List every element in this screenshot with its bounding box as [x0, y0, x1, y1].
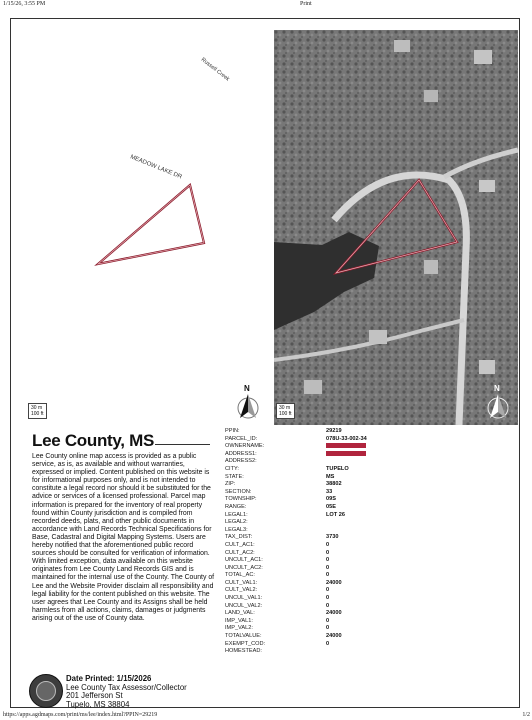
county-seal-icon [29, 674, 63, 708]
north-arrow-icon-right [486, 382, 510, 427]
parcel-attributes-table [222, 428, 502, 656]
attribute-value: LOT 26 [326, 511, 345, 518]
attribute-value: 0 [326, 595, 330, 602]
attribute-value: 0 [326, 602, 330, 609]
attribute-label: TAX_DIST: [225, 534, 253, 541]
creek-label: Russell Creek [199, 56, 231, 83]
attribute-label: CITY: [225, 465, 239, 472]
attribute-label: UNCULT_AC2: [225, 564, 263, 571]
page-url[interactable]: https://apps.agdmaps.com/print/ms/lee/index.html?PPIN=29219 [3, 712, 158, 718]
attribute-label: ADDRESS1: [225, 450, 257, 457]
attribute-value: 33 [326, 488, 333, 495]
redaction-mark [326, 451, 366, 456]
attribute-label: TOTALVALUE: [225, 633, 262, 640]
attribute-label: PARCEL_ID: [225, 435, 258, 442]
parcel-sketch-svg [25, 30, 270, 425]
print-header [0, 0, 532, 12]
scale-meters-right: 30 m [279, 405, 291, 411]
title-divider [155, 444, 210, 445]
attribute-row [222, 436, 502, 444]
attribute-row [222, 496, 502, 504]
attribute-label: ZIP: [225, 481, 236, 488]
scale-meters: 30 m [31, 405, 43, 411]
attribute-label: STATE: [225, 473, 244, 480]
attribute-row [222, 572, 502, 580]
attribute-value: 24000 [326, 633, 342, 640]
aerial-map[interactable] [274, 30, 518, 425]
page-number: 1/2 [522, 712, 530, 718]
attribute-row [222, 466, 502, 474]
office-name: Lee County Tax Assessor/Collector [66, 682, 187, 692]
print-title: Print [300, 1, 312, 7]
attribute-value: 0 [326, 541, 330, 548]
aerial-svg [274, 30, 518, 425]
attribute-row [222, 451, 502, 459]
county-title: Lee County, MS [32, 431, 155, 450]
attribute-row [222, 527, 502, 535]
attribute-row [222, 625, 502, 633]
attribute-label: SECTION: [225, 488, 252, 495]
attribute-label: IMP_VAL2: [225, 625, 253, 632]
attribute-label: TOTAL_AC: [225, 572, 255, 579]
attribute-value: 0 [326, 564, 330, 571]
attribute-row [222, 428, 502, 436]
scale-bar-left [28, 403, 47, 419]
north-label-right: N [494, 384, 500, 393]
attribute-value: 24000 [326, 610, 342, 617]
date-printed: Date Printed: 1/15/2026 [66, 674, 152, 683]
attribute-label: LEGAL3: [225, 526, 248, 533]
attribute-row [222, 512, 502, 520]
attribute-value: 0 [326, 557, 330, 564]
attribute-label: LEGAL1: [225, 511, 248, 518]
attribute-row [222, 504, 502, 512]
redaction-mark [326, 443, 366, 448]
attribute-row [222, 648, 502, 656]
attribute-value: 09S [326, 496, 336, 503]
attribute-label: UNCUL_VAL1: [225, 595, 263, 602]
attribute-label: LAND_VAL: [225, 610, 255, 617]
attribute-value: 0 [326, 549, 330, 556]
attribute-row [222, 443, 502, 451]
attribute-row [222, 519, 502, 527]
attribute-value: 0 [326, 572, 330, 579]
attribute-label: CULT_AC2: [225, 549, 255, 556]
attribute-row [222, 595, 502, 603]
office-city: Tupelo, MS 38804 [66, 699, 130, 709]
attribute-label: ADDRESS2: [225, 458, 257, 465]
print-timestamp: 1/15/26, 3:55 PM [3, 1, 46, 7]
parcel-sketch-map[interactable] [25, 30, 270, 425]
north-arrow-icon [236, 382, 260, 427]
attribute-row [222, 542, 502, 550]
attribute-row [222, 474, 502, 482]
attribute-label: RANGE: [225, 503, 247, 510]
attribute-label: UNCUL_VAL2: [225, 602, 263, 609]
attribute-value: 0 [326, 617, 330, 624]
attribute-value: 38802 [326, 481, 342, 488]
attribute-value: 078U-33-002-34 [326, 435, 367, 442]
attribute-label: EXEMPT_COD: [225, 640, 266, 647]
disclaimer-text: Lee County online map access is provided as a public service, as is, as available and without warranties, expressed or implied. Content published on this website is for informational purposes only, and is not intended to constitute a legal record nor should it be substituted for the advice or services of a licensed professional. Parcel map information is prepared for the inventory of real property found within County jurisdiction and is compiled from recorded deeds, plats, and other public documents in accordance with Land Records Technical Specifications for Base, Cadastral and Digital Mapping Systems. Users are hereby notified that the aforementioned public record sources should be consulted for verification of information. With limited exception, data available on this website originates from Lee County Land Records GIS and is maintained for the internal use of the County. The County of Lee and the Website Provider disclaim all responsibility and legal liability for the content published on this website. The user agrees that Lee County and its Assigns shall be held harmless from all actions, claims, damages or judgments arising out of the use of County data. [32, 453, 215, 622]
north-label: N [244, 384, 250, 393]
attribute-label: IMP_VAL1: [225, 617, 253, 624]
attribute-label: CULT_AC1: [225, 541, 255, 548]
attribute-row [222, 603, 502, 611]
attribute-value [326, 443, 366, 451]
attribute-value [326, 451, 366, 459]
print-footer [0, 711, 532, 720]
attribute-value: 0 [326, 587, 330, 594]
attribute-value: 0 [326, 625, 330, 632]
attribute-label: TOWNSHIP: [225, 496, 257, 503]
attribute-row [222, 580, 502, 588]
attribute-value: 0 [326, 640, 330, 647]
attribute-label: LEGAL2: [225, 519, 248, 526]
attribute-label: CULT_VAL2: [225, 587, 258, 594]
attribute-row [222, 534, 502, 542]
parcel-outline [98, 185, 204, 264]
office-street: 201 Jefferson St [66, 691, 123, 701]
attribute-row [222, 489, 502, 497]
attribute-label: UNCULT_AC1: [225, 557, 263, 564]
attribute-value: 05E [326, 503, 336, 510]
attribute-row [222, 550, 502, 558]
attribute-row [222, 481, 502, 489]
scale-bar-right [276, 403, 295, 419]
attribute-value: 3730 [326, 534, 339, 541]
attribute-row [222, 641, 502, 649]
attribute-row [222, 633, 502, 641]
attribute-row [222, 458, 502, 466]
attribute-row [222, 587, 502, 595]
attribute-row [222, 618, 502, 626]
road-label: MEADOW LAKE DR [129, 154, 183, 181]
scale-feet: 100 ft [31, 411, 44, 417]
attribute-label: OWNERNAME: [225, 443, 265, 450]
print-info [66, 675, 187, 709]
attribute-label: HOMESTEAD: [225, 648, 262, 655]
attribute-label: CULT_VAL1: [225, 579, 258, 586]
attribute-value: MS [326, 473, 335, 480]
attribute-row [222, 557, 502, 565]
attribute-row [222, 565, 502, 573]
attribute-label: PPIN: [225, 428, 240, 434]
attribute-value: TUPELO [326, 465, 349, 472]
attribute-row [222, 610, 502, 618]
scale-feet-right: 100 ft [279, 411, 292, 417]
attribute-value: 29219 [326, 428, 342, 434]
attribute-value: 24000 [326, 579, 342, 586]
